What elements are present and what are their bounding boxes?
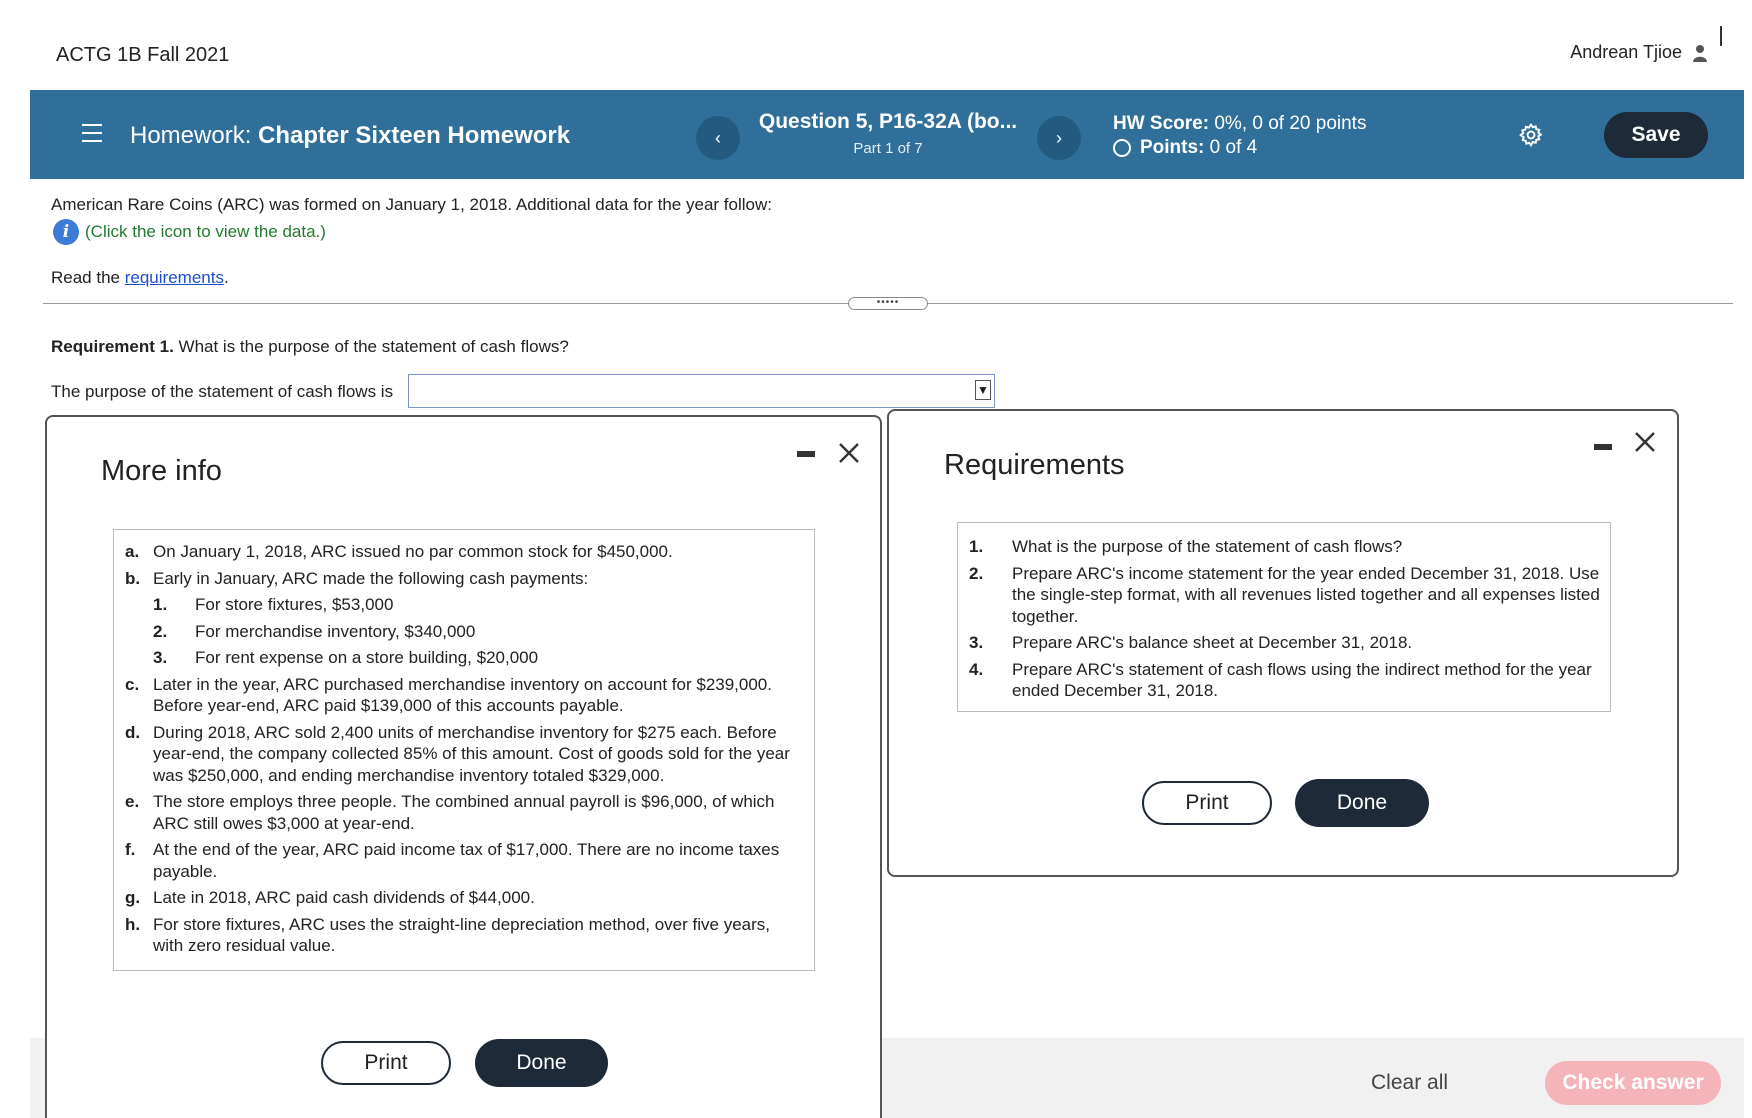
done-button[interactable]: Done [475, 1039, 608, 1087]
course-title: ACTG 1B Fall 2021 [56, 44, 230, 66]
hw-score-label: HW Score: [1113, 113, 1210, 134]
requirements-dialog [887, 409, 1679, 877]
homework-prefix: Homework: [130, 122, 252, 149]
item-text: For store fixtures, $53,000 [195, 595, 394, 614]
requirements-link[interactable]: requirements [124, 268, 224, 287]
item-label: c. [125, 674, 140, 694]
gear-icon[interactable] [1518, 122, 1544, 148]
dropdown-arrow-icon[interactable]: ▼ [975, 380, 991, 400]
item-label: 4. [969, 659, 984, 679]
previous-question-button[interactable]: ‹ [696, 116, 740, 160]
item-label: 3. [153, 648, 168, 667]
item-label: f. [125, 840, 136, 859]
sub-list-item [153, 647, 804, 669]
done-button[interactable]: Done [1295, 779, 1429, 827]
drag-handle[interactable]: ••••• [848, 297, 928, 310]
close-icon[interactable] [1634, 431, 1656, 453]
list-item [969, 659, 1600, 702]
menu-icon[interactable] [82, 124, 102, 142]
list-item [969, 632, 1600, 654]
homework-title [130, 122, 570, 150]
requirement-1-label: Requirement 1. [51, 337, 174, 356]
footer-bar-left [30, 1038, 45, 1118]
item-text: Prepare ARC's statement of cash flows using the indirect method for the year ended December 31, 2018. [1012, 659, 1592, 700]
points-circle-icon [1113, 139, 1131, 157]
read-requirements-line [51, 268, 229, 288]
user-icon [1692, 44, 1708, 62]
item-text: During 2018, ARC sold 2,400 units of merchandise inventory for $275 each. Before year-end, the company collected 85% of this amount. Cost of goods sold for the year was $250,000, and ending merchandise inventory totaled $329,000. [153, 722, 790, 785]
points-label: Points: [1140, 137, 1205, 158]
list-item [125, 674, 804, 717]
print-button[interactable]: Print [1142, 781, 1272, 825]
item-label: h. [125, 914, 141, 934]
homework-topbar [30, 90, 1744, 179]
item-label: 1. [969, 537, 984, 556]
item-text: Early in January, ARC made the following cash payments: [153, 568, 589, 588]
question-part: Part 1 of 7 [853, 140, 923, 157]
list-item [125, 541, 804, 563]
sub-list-item [153, 594, 804, 616]
list-item [969, 536, 1600, 558]
list-item [969, 563, 1600, 628]
question-title: Question 5, P16-32A (bo... [758, 110, 1018, 133]
item-text: For rent expense on a store building, $20,000 [195, 648, 539, 667]
item-label: 3. [969, 633, 984, 652]
item-label: g. [125, 888, 141, 907]
problem-intro: American Rare Coins (ARC) was formed on January 1, 2018. Additional data for the year follow: [51, 195, 772, 214]
purpose-dropdown[interactable] [408, 374, 995, 408]
next-question-button[interactable]: › [1037, 116, 1081, 160]
item-text: Late in 2018, ARC paid cash dividends of $44,000. [153, 888, 535, 907]
text-cursor [1720, 26, 1722, 46]
item-label: 1. [153, 595, 168, 614]
question-selector[interactable] [740, 110, 1036, 157]
minimize-icon[interactable] [1594, 444, 1612, 450]
item-label: e. [125, 792, 140, 811]
item-label: 2. [969, 563, 984, 583]
requirements-content [957, 522, 1611, 712]
requirement-1-text: What is the purpose of the statement of cash flows? [173, 337, 569, 356]
requirements-title: Requirements [944, 449, 1125, 481]
read-suffix: . [223, 268, 229, 287]
item-label: b. [125, 568, 141, 588]
score-block [1113, 112, 1366, 160]
item-label: a. [125, 542, 140, 561]
close-icon[interactable] [838, 442, 860, 464]
item-text: What is the purpose of the statement of cash flows? [1012, 537, 1403, 556]
purpose-label: The purpose of the statement of cash flows is [51, 382, 394, 401]
info-icon[interactable]: i [53, 219, 79, 245]
clear-all-button[interactable]: Clear all [1371, 1071, 1449, 1094]
list-item [125, 914, 804, 957]
homework-name: Chapter Sixteen Homework [258, 122, 571, 149]
requirement-1-prompt [51, 337, 569, 357]
view-data-text[interactable]: (Click the icon to view the data.) [85, 222, 326, 241]
item-text: Later in the year, ARC purchased merchandise inventory on account for $239,000. Before year-end, ARC paid $139,000 of this accounts payable. [153, 674, 772, 715]
item-text: For merchandise inventory, $340,000 [195, 621, 476, 641]
save-button[interactable]: Save [1604, 112, 1708, 158]
minimize-icon[interactable] [797, 451, 815, 457]
list-item [125, 722, 804, 787]
points-value: 0 of 4 [1209, 137, 1258, 158]
item-text: The store employs three people. The combined annual payroll is $96,000, of which ARC still owes $3,000 at year-end. [153, 792, 775, 833]
item-text: At the end of the year, ARC paid income tax of $17,000. There are no income taxes payable. [153, 840, 780, 881]
list-item [125, 887, 804, 909]
hw-score-value: 0%, 0 of 20 points [1214, 113, 1367, 134]
user-menu[interactable] [1570, 42, 1708, 63]
item-label: 2. [153, 621, 168, 641]
more-info-dialog [45, 415, 882, 1118]
view-data-link[interactable] [53, 219, 326, 245]
item-text: Prepare ARC's income statement for the year ended December 31, 2018. Use the single-step format, with all revenues listed together and all expenses listed together. [1012, 563, 1600, 626]
item-label: d. [125, 722, 141, 742]
check-answer-button[interactable]: Check answer [1545, 1061, 1721, 1105]
item-text: On January 1, 2018, ARC issued no par common stock for $450,000. [153, 542, 673, 561]
more-info-title: More info [101, 455, 222, 487]
user-name: Andrean Tjioe [1570, 42, 1682, 62]
list-item [125, 791, 804, 834]
list-item [125, 839, 804, 882]
more-info-content [113, 529, 815, 971]
sub-list-item [153, 621, 804, 643]
read-prefix: Read the [51, 268, 125, 287]
list-item [125, 568, 804, 590]
print-button[interactable]: Print [321, 1041, 451, 1085]
item-text: For store fixtures, ARC uses the straight-line depreciation method, over five years, with zero residual value. [153, 914, 770, 955]
item-text: Prepare ARC's balance sheet at December 31, 2018. [1012, 633, 1413, 652]
